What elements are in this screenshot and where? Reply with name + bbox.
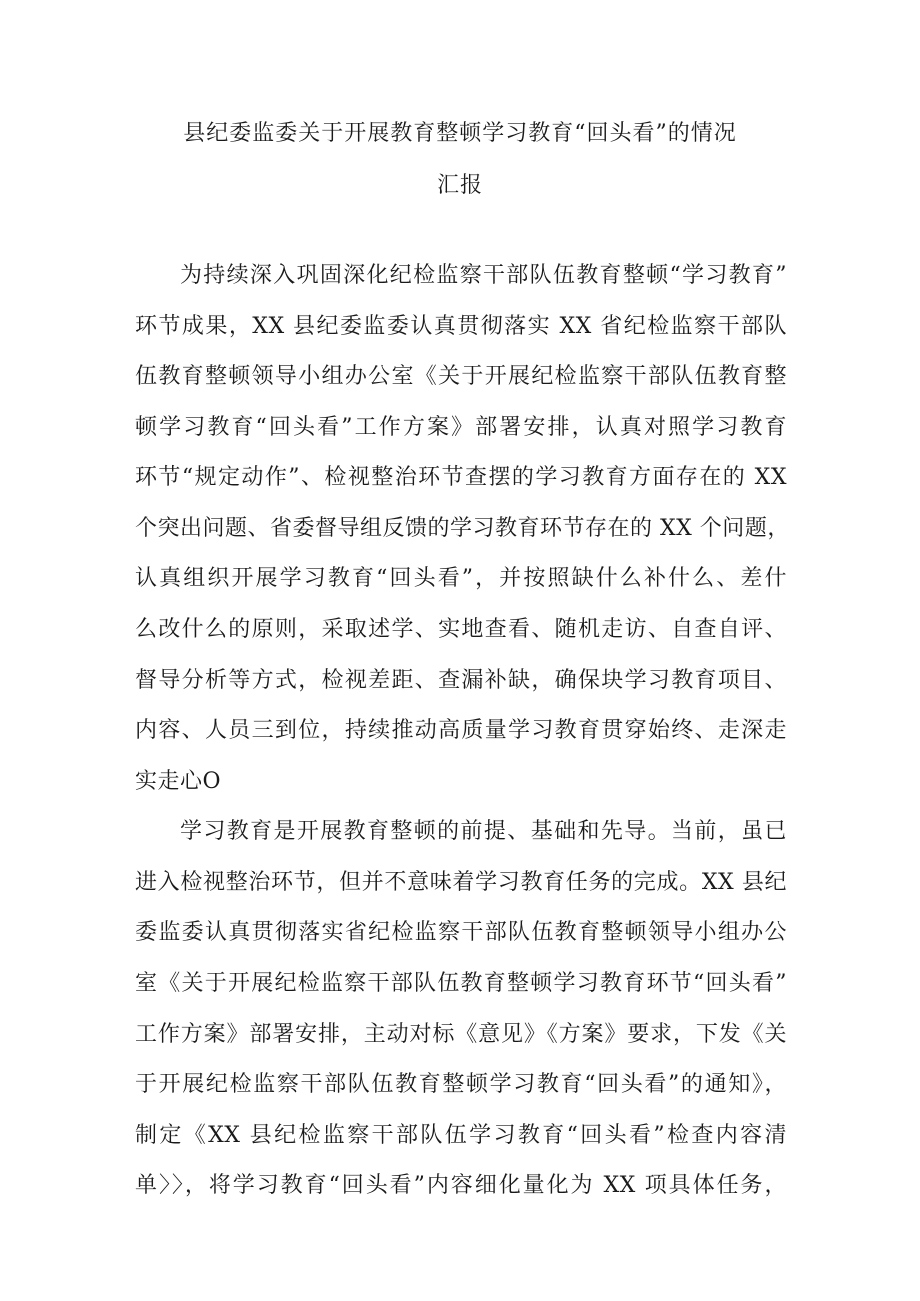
paragraph-1-line-5: 环节“规定动作”、检视整治环节查摆的学习教育方面存在的 XX: [135, 465, 787, 490]
paragraph-2-line-3: 委监委认真贯彻落实省纪检监察干部队伍教育整顿领导小组办公: [135, 920, 787, 945]
paragraph-1-line-9: 督导分析等方式，检视差距、查漏补缺，确保块学习教育项目、: [135, 668, 787, 693]
paragraph-2-line-4: 室《关于开展纪检监察干部队伍教育整顿学习教育环节“回头看”: [135, 971, 787, 996]
paragraph-2-line-6: 于开展纪检监察干部队伍教育整顿学习教育“回头看”的通知》，: [135, 1072, 787, 1097]
document-title: 县纪委监委关于开展教育整顿学习教育“回头看”的情况: [183, 121, 737, 146]
paragraph-2-line-8: 单〉〉，将学习教育“回头看”内容细化量化为 XX 项具体任务，: [135, 1173, 787, 1198]
paragraph-1-line-7: 认真组织开展学习教育“回头看”，并按照缺什么补什么、差什: [135, 566, 787, 591]
paragraph-1-line-1: 为持续深入巩固深化纪检监察干部队伍教育整顿“学习教育”: [180, 263, 787, 288]
paragraph-1-line-10: 内容、人员三到位，持续推动高质量学习教育贯穿始终、走深走: [135, 718, 787, 743]
paragraph-1-line-4: 顿学习教育“回头看”工作方案》部署安排，认真对照学习教育: [135, 415, 787, 440]
paragraph-1-line-11: 实走心O: [135, 769, 222, 794]
paragraph-1-line-3: 伍教育整顿领导小组办公室《关于开展纪检监察干部队伍教育整: [135, 364, 787, 389]
paragraph-2-line-2: 进入检视整治环节，但并不意味着学习教育任务的完成。XX 县纪: [135, 870, 787, 895]
paragraph-2-line-5: 工作方案》部署安排，主动对标《意见》《方案》要求，下发《关: [135, 1022, 787, 1047]
paragraph-2-line-1: 学习教育是开展教育整顿的前提、基础和先导。当前，虽已: [180, 819, 787, 844]
paragraph-1-line-2: 环节成果，XX 县纪委监委认真贯彻落实 XX 省纪检监察干部队: [135, 314, 787, 339]
paragraph-1-line-8: 么改什么的原则，采取述学、实地查看、随机走访、自查自评、: [135, 617, 787, 642]
document-title-continued: 汇报: [436, 173, 483, 198]
paragraph-2-line-7: 制定《XX 县纪检监察干部队伍学习教育“回头看”检查内容清: [135, 1123, 787, 1148]
paragraph-1-line-6: 个突出问题、省委督导组反馈的学习教育环节存在的 XX 个问题，: [135, 516, 790, 541]
